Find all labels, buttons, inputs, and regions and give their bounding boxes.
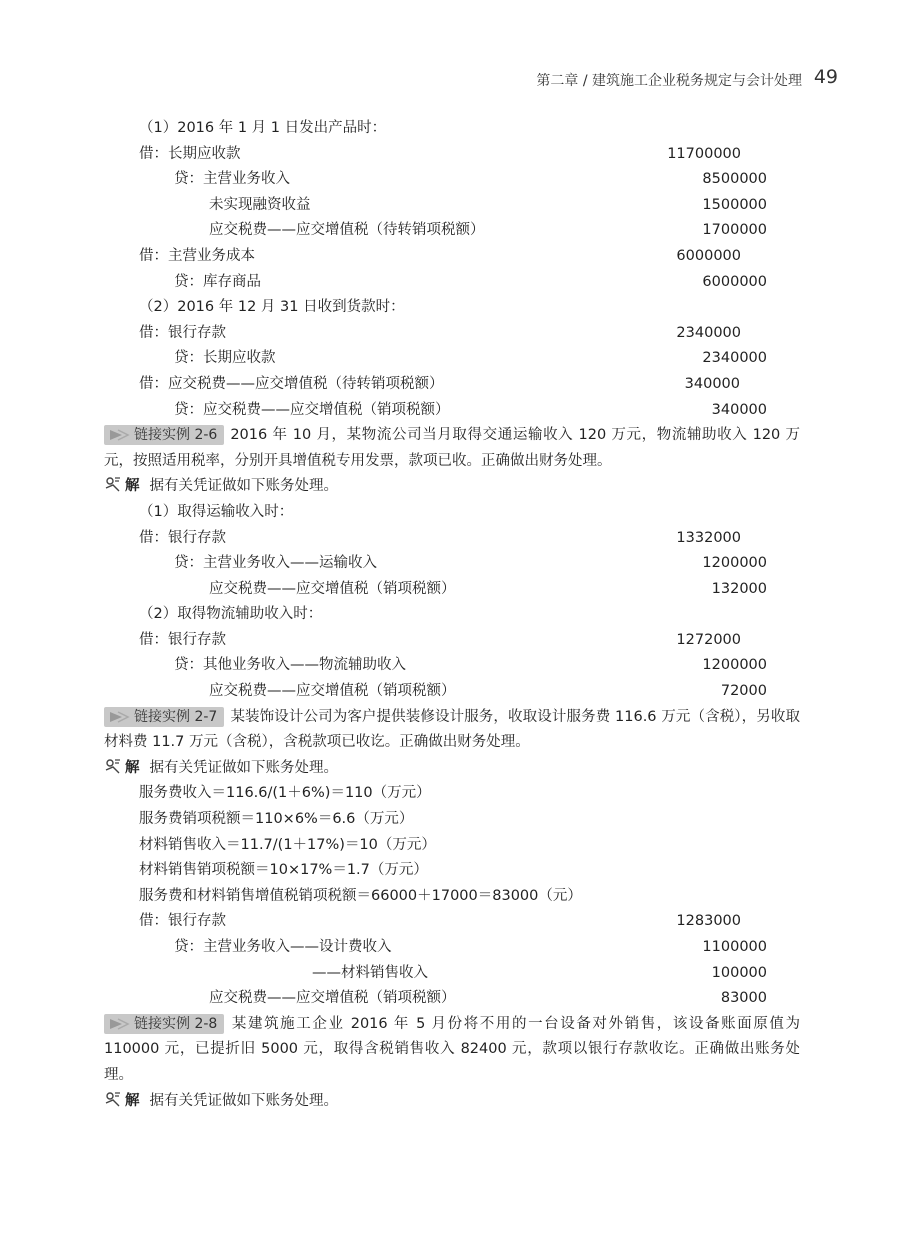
chapter-title: 第二章 / 建筑施工企业税务规定与会计处理 [536, 73, 802, 89]
debit-amount: 11700000 [667, 145, 741, 162]
entry-line: 贷：主营业务收入——设计费收入 1100000 [0, 935, 900, 961]
credit-amount: 72000 [720, 683, 767, 700]
entry-line: （1）取得运输收入时： [139, 503, 294, 520]
example-badge: 链接实例 2-8 [104, 1014, 224, 1034]
solution-text: 据有关凭证做如下账务处理。 [149, 759, 338, 776]
solution-line [0, 1089, 900, 1115]
entry-line: 应交税费——应交增值税（销项税额） 83000 [0, 986, 900, 1012]
entry-line: ——材料销售收入 100000 [0, 961, 900, 987]
example-badge: 链接实例 2-7 [104, 707, 224, 727]
debit-amount: 1272000 [676, 631, 741, 648]
entry-line: 未实现融资收益 1500000 [0, 193, 900, 219]
example-text: 某装饰设计公司为客户提供装修设计服务，收取设计服务费 116.6 万元（含税），另收取材料费 11.7 万元（含税），含税款项已收讫。正确做出财务处理。 [104, 708, 800, 751]
credit-amount: 1700000 [702, 222, 767, 239]
example-paragraph [0, 423, 800, 474]
entry-line: 借：银行存款 1283000 [0, 909, 900, 935]
solution-mark-icon [104, 757, 122, 775]
entry-line: 贷：长期应收款 2340000 [0, 346, 900, 372]
entry-line: 贷：主营业务收入 8500000 [0, 167, 900, 193]
formula-line: 服务费收入＝116.6/(1＋6%)＝110（万元） [139, 785, 431, 802]
entry-line: 贷：库存商品 6000000 [0, 270, 900, 296]
credit-amount: 8500000 [702, 171, 767, 188]
solution-mark-icon [104, 475, 122, 493]
entry-line: 借：应交税费——应交增值税（待转销项税额） 340000 [0, 372, 900, 398]
entry-line: 借：长期应收款 11700000 [0, 142, 900, 168]
entry-line: （2）2016 年 12 月 31 日收到货款时： [139, 299, 405, 316]
entry-line: （2）取得物流辅助收入时： [139, 606, 323, 623]
credit-amount: 83000 [720, 990, 767, 1007]
entry-line: 贷：应交税费——应交增值税（销项税额） 340000 [0, 398, 900, 424]
credit-amount: 132000 [711, 580, 767, 597]
entry-line: 应交税费——应交增值税（待转销项税额） 1700000 [0, 218, 900, 244]
debit-amount: 2340000 [676, 324, 741, 341]
entry-line: 贷：主营业务收入——运输收入 1200000 [0, 551, 900, 577]
solution-text: 据有关凭证做如下账务处理。 [149, 478, 338, 495]
formula-line: 服务费和材料销售增值税销项税额＝66000＋17000＝83000（元） [139, 887, 582, 904]
solution-label: 解 [125, 1092, 140, 1109]
example-text: 某建筑施工企业 2016 年 5 月份将不用的一台设备对外销售，该设备账面原值为 110000 元，已提折旧 5000 元，取得含税销售收入 82400 元，款项以银行存款收讫。正确做出账务处理。 [104, 1015, 800, 1083]
credit-amount: 100000 [711, 964, 767, 981]
formula-line: 服务费销项税额＝110×6%＝6.6（万元） [139, 811, 414, 828]
entry-line: 贷：其他业务收入——物流辅助收入 1200000 [0, 653, 900, 679]
formula-line: 材料销售收入＝11.7/(1＋17%)＝10（万元） [139, 836, 436, 853]
debit-amount: 1332000 [676, 529, 741, 546]
arrow-icon [108, 428, 130, 442]
solution-mark-icon [104, 1090, 122, 1108]
example-badge: 链接实例 2-6 [104, 425, 224, 445]
entry-line: 应交税费——应交增值税（销项税额） 72000 [0, 679, 900, 705]
running-header [0, 68, 900, 92]
page-body [0, 116, 900, 1114]
credit-amount: 1200000 [702, 657, 767, 674]
debit-amount: 6000000 [676, 247, 741, 264]
solution-line [0, 756, 900, 782]
credit-amount: 1100000 [702, 939, 767, 955]
credit-amount: 1200000 [702, 555, 767, 572]
debit-amount: 1283000 [676, 913, 741, 930]
entry-line: 借：银行存款 1272000 [0, 628, 900, 654]
example-paragraph [0, 705, 800, 756]
entry-line: （1）2016 年 1 月 1 日发出产品时： [139, 120, 387, 136]
solution-label: 解 [125, 759, 140, 776]
formula-line: 材料销售销项税额＝10×17%＝1.7（万元） [139, 862, 428, 879]
entry-line: 借：银行存款 1332000 [0, 526, 900, 552]
solution-text: 据有关凭证做如下账务处理。 [149, 1092, 338, 1109]
entry-line: 借：主营业务成本 6000000 [0, 244, 900, 270]
credit-amount: 6000000 [702, 273, 767, 290]
credit-amount: 340000 [711, 401, 767, 418]
solution-line [0, 474, 900, 500]
solution-label: 解 [125, 478, 140, 495]
example-paragraph [0, 1012, 800, 1089]
entry-line: 借：银行存款 2340000 [0, 321, 900, 347]
arrow-icon [108, 710, 130, 724]
credit-amount: 2340000 [702, 350, 767, 367]
arrow-icon [108, 1017, 130, 1031]
credit-amount: 1500000 [702, 196, 767, 213]
debit-amount: 340000 [684, 375, 740, 392]
entry-line: 应交税费——应交增值税（销项税额） 132000 [0, 577, 900, 603]
example-text: 2016 年 10 月，某物流公司当月取得交通运输收入 120 万元，物流辅助收入 120 万元，按照适用税率，分别开具增值税专用发票，款项已收。正确做出财务处理。 [104, 427, 800, 469]
page-number: 49 [813, 66, 838, 88]
